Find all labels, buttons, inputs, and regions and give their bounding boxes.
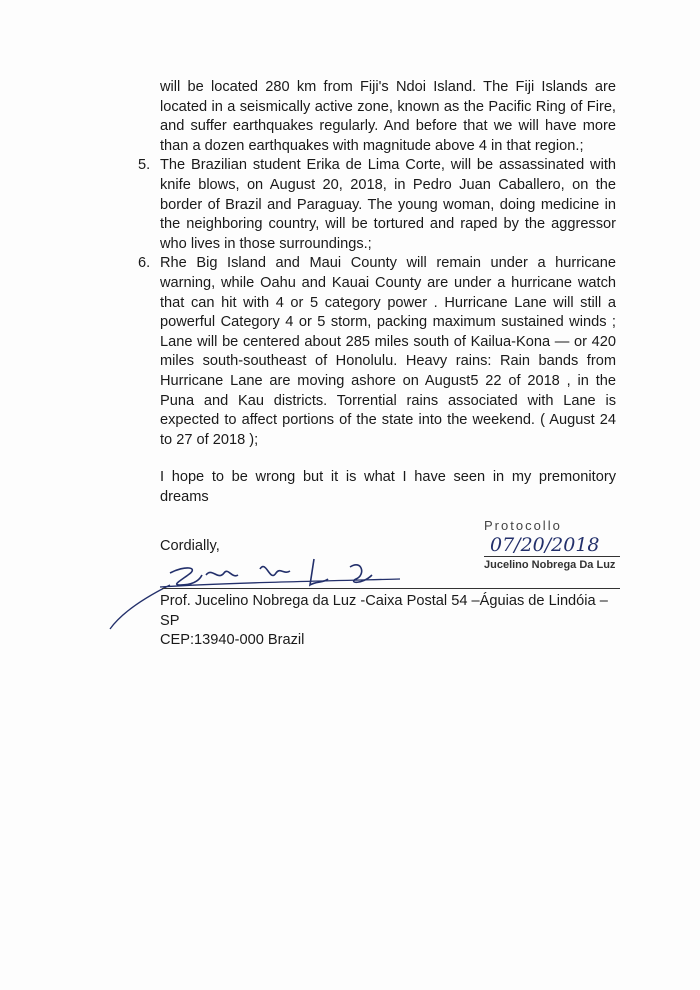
list-item-text: The Brazilian student Erika de Lima Corte, will be assassinated with knife blows, on August 20, 2018, in Pedro Juan Caballero, on the border of Brazil and Paraguay. The young woman, doing medicine in the neighboring country, will be tortured and raped by the aggressor who lives in those surroundings.;: [160, 157, 616, 252]
stamp-rule: [484, 556, 620, 557]
spacer: [160, 450, 616, 468]
lead-paragraph: will be located 280 km from Fiji's Ndoi Island. The Fiji Islands are located in a seismically active zone, known as the Pacific Ring of Fire, and suffer earthquakes regularly. And before that we will have more than a dozen earthquakes with magnitude above 4 in that region.;: [160, 79, 616, 154]
list-item-number: 5.: [138, 157, 151, 174]
signature-address: [160, 592, 620, 651]
list-item-text: Rhe Big Island and Maui County will remain under a hurricane warning, while Oahu and Kauai County are under a hurricane watch that can hit with 4 or 5 category power . Hurricane Lane will still a powerful Category 4 or 5 storm, packing maximum sustained winds ; Lane will be centered about 285 miles south of Kailua-Kona — or 420 miles south-southeast of Honolulu. Heavy rains: Rain bands from Hurricane Lane are moving ashore on August5 22 of 2018 , in the Puna and Kau districts. Torrential rains associated with Lane is expected to affect portions of the state into the weekend. ( August 24 to 27 of 2018 );: [160, 255, 616, 448]
closing-line: I hope to be wrong but it is what I have seen in my premonitory dreams: [160, 469, 616, 505]
document-body: [138, 78, 616, 507]
protocol-stamp: [476, 516, 626, 576]
list-item: [138, 254, 616, 450]
stamp-name: Jucelino Nobrega Da Luz: [484, 559, 616, 571]
address-line-2: CEP:13940-000 Brazil: [160, 632, 305, 649]
address-line-1: Prof. Jucelino Nobrega da Luz -Caixa Postal 54 –Águias de Lindóia –SP: [160, 593, 608, 629]
list-item: [138, 156, 616, 254]
salutation: Cordially,: [160, 538, 220, 554]
stamp-date: 07/20/2018: [490, 534, 600, 556]
list-item-number: 6.: [138, 255, 151, 272]
signature-rule: [162, 588, 620, 589]
stamp-title: Protocollo: [484, 518, 562, 533]
